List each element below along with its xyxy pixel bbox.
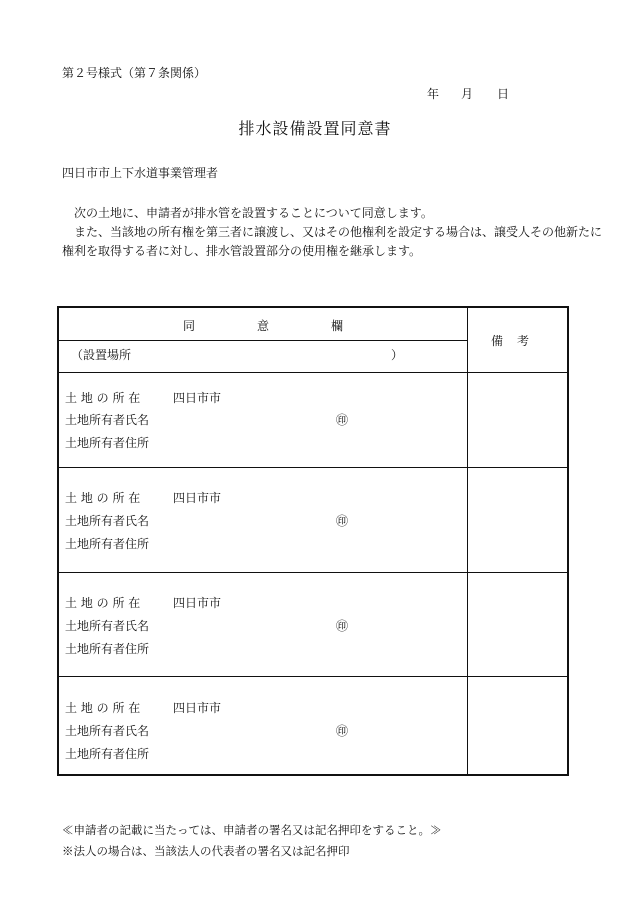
addressee: 四日市市上下水道事業管理者 [62, 166, 219, 180]
consent-statement [62, 204, 602, 261]
remarks-column-header [491, 332, 529, 349]
land-location-city: 四日市市 [173, 491, 222, 505]
form-number: 第２号様式（第７条関係） [62, 66, 207, 80]
column-divider [467, 308, 468, 774]
signature-note: ≪申請者の記載に当たっては、申請者の署名又は記名押印をすること。≫ [62, 823, 442, 837]
seal-mark: ㊞ [336, 724, 349, 738]
corporation-note: ※法人の場合は、当該法人の代表者の署名又は記名押印 [62, 844, 350, 858]
owner-name-label: 土地所有者氏名 [65, 514, 150, 528]
consent-header-char: 同 [183, 319, 196, 333]
statement-text-1: 次の土地に、申請者が排水管を設置することについて同意します。 [74, 206, 433, 220]
owner-address-label: 土地所有者住所 [65, 747, 150, 761]
document-title: 排水設備設置同意書 [238, 119, 392, 138]
land-location-label: 土 地 の 所 在 [65, 491, 141, 505]
owner-name-label: 土地所有者氏名 [65, 413, 150, 427]
installation-location-close: ） [391, 348, 404, 362]
land-location-city: 四日市市 [173, 701, 222, 715]
land-location-label: 土 地 の 所 在 [65, 701, 141, 715]
date-day: 日 [497, 87, 510, 101]
remarks-header-char: 備 [491, 334, 504, 348]
seal-mark: ㊞ [336, 514, 349, 528]
header-divider [59, 340, 467, 341]
statement-paragraph-2-line-1 [62, 223, 602, 242]
statement-paragraph-2-line-2: 権利を取得する者に対し、排水管設置部分の使用権を継承します。 [62, 244, 422, 258]
consent-header-char: 欄 [331, 319, 344, 333]
land-location-label: 土 地 の 所 在 [65, 596, 141, 610]
consent-header-char: 意 [257, 319, 270, 333]
statement-text-2a: また、当該地の所有権を第三者に譲渡し、又はその他権利を設定する場合は、譲受人その他新たに [74, 225, 603, 239]
consent-column-header [183, 317, 405, 334]
owner-name-label: 土地所有者氏名 [65, 619, 150, 633]
date-line [427, 85, 509, 102]
seal-mark: ㊞ [336, 619, 349, 633]
owner-address-label: 土地所有者住所 [65, 642, 150, 656]
installation-location-label: （設置場所 [71, 348, 132, 362]
row-divider [59, 572, 567, 573]
owner-name-label: 土地所有者氏名 [65, 724, 150, 738]
statement-paragraph-1 [62, 204, 602, 223]
row-divider [59, 372, 567, 373]
remarks-header-char: 考 [517, 334, 530, 348]
land-location-city: 四日市市 [173, 391, 222, 405]
row-divider [59, 467, 567, 468]
land-location-label: 土 地 の 所 在 [65, 391, 141, 405]
owner-address-label: 土地所有者住所 [65, 436, 150, 450]
row-divider [59, 676, 567, 677]
land-location-city: 四日市市 [173, 596, 222, 610]
owner-address-label: 土地所有者住所 [65, 537, 150, 551]
date-year: 年 [427, 87, 440, 101]
seal-mark: ㊞ [336, 413, 349, 427]
consent-table [57, 306, 569, 776]
date-month: 月 [461, 87, 474, 101]
